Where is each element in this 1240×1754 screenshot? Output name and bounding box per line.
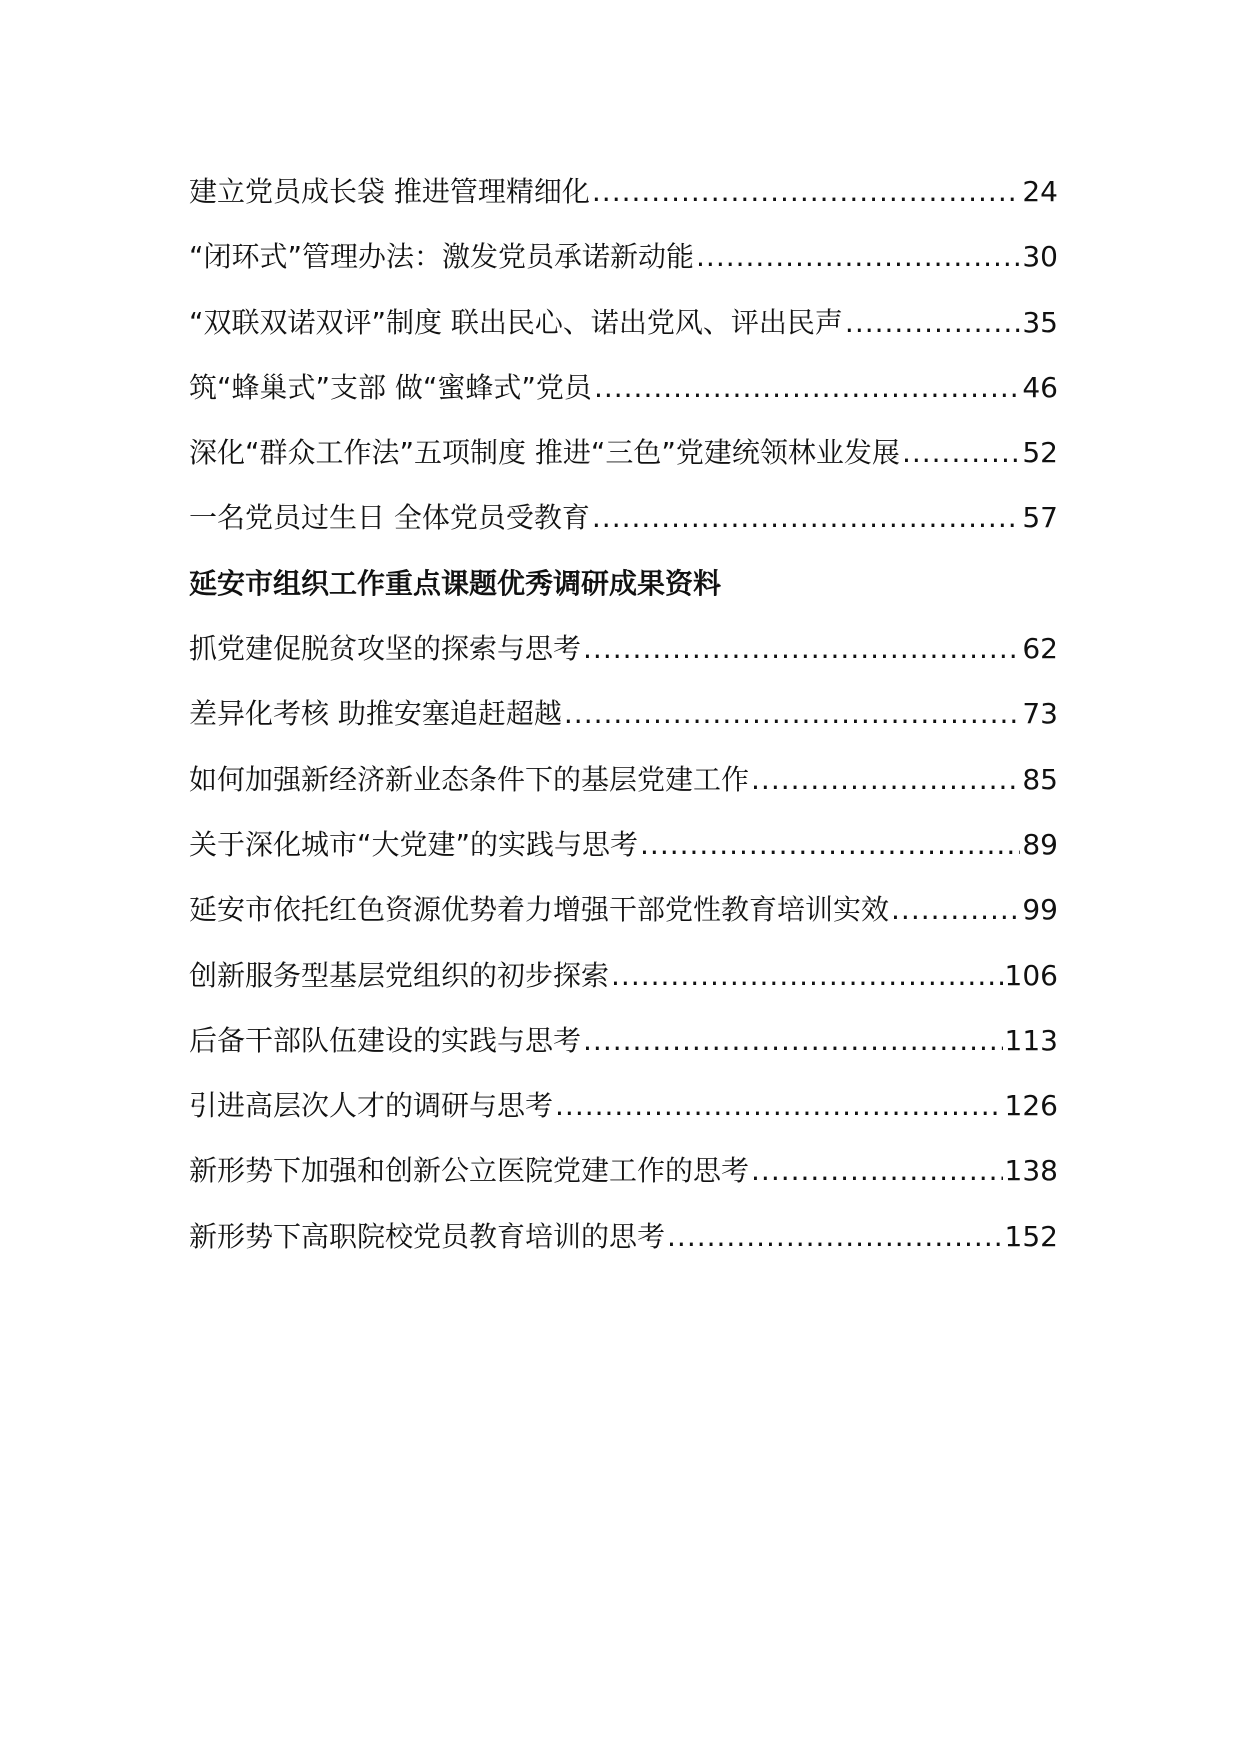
toc-page-number: 35 — [1022, 305, 1058, 339]
toc-entry[interactable] — [189, 758, 1058, 823]
toc-entry-title: 新形势下高职院校党员教育培训的思考 — [189, 1219, 666, 1253]
toc-entry[interactable] — [189, 1149, 1058, 1214]
toc-page-number: 57 — [1022, 501, 1058, 535]
toc-dot-leader — [696, 240, 1020, 273]
table-of-contents — [189, 170, 1058, 1280]
toc-entry-title: 创新服务型基层党组织的初步探索 — [189, 958, 610, 992]
toc-dot-leader — [845, 306, 1020, 339]
toc-dot-leader — [592, 175, 1020, 208]
toc-entry-title: 建立党员成长袋 推进管理精细化 — [189, 175, 590, 208]
toc-dot-leader — [592, 501, 1020, 534]
toc-page-number: 138 — [1004, 1154, 1058, 1188]
toc-dot-leader — [555, 1089, 1003, 1122]
toc-page-number: 152 — [1004, 1219, 1058, 1253]
toc-dot-leader — [640, 828, 1020, 861]
toc-entry-title: 引进高层次人才的调研与思考 — [189, 1089, 554, 1123]
toc-page-number: 89 — [1022, 827, 1058, 861]
toc-page-number: 126 — [1004, 1089, 1058, 1123]
toc-entry[interactable] — [189, 496, 1058, 561]
toc-entry-title: 如何加强新经济新业态条件下的基层党建工作 — [189, 762, 750, 796]
toc-entry[interactable] — [189, 1215, 1058, 1280]
toc-page-number: 99 — [1022, 893, 1058, 927]
toc-entry[interactable] — [189, 823, 1058, 888]
toc-entry[interactable] — [189, 692, 1058, 757]
toc-dot-leader — [611, 959, 1003, 992]
toc-dot-leader — [902, 436, 1020, 469]
toc-dot-leader — [564, 697, 1020, 730]
toc-entry-title: 差异化考核 助推安塞追赶超越 — [189, 697, 562, 731]
toc-page-number: 46 — [1022, 370, 1058, 404]
toc-entry-title: 一名党员过生日 全体党员受教育 — [189, 501, 590, 535]
toc-entry[interactable] — [189, 627, 1058, 692]
toc-dot-leader — [891, 893, 1020, 926]
toc-page-number: 62 — [1022, 632, 1058, 666]
toc-dot-leader — [583, 632, 1020, 665]
toc-entry[interactable] — [189, 954, 1058, 1019]
toc-section-heading: 延安市组织工作重点课题优秀调研成果资料 — [189, 566, 722, 600]
toc-page-number: 85 — [1022, 762, 1058, 796]
toc-entry[interactable] — [189, 301, 1058, 366]
toc-entry[interactable] — [189, 235, 1058, 300]
toc-entry-title: 关于深化城市“大党建”的实践与思考 — [189, 827, 639, 861]
toc-entry[interactable] — [189, 888, 1058, 953]
toc-entry-title: 深化“群众工作法”五项制度 推进“三色”党建统领林业发展 — [189, 436, 900, 470]
toc-entry-title: 新形势下加强和创新公立医院党建工作的思考 — [189, 1154, 750, 1188]
toc-page-number: 52 — [1022, 436, 1058, 470]
toc-dot-leader — [667, 1220, 1003, 1253]
toc-dot-leader — [583, 1024, 1003, 1057]
toc-page-number: 73 — [1022, 697, 1058, 731]
toc-entry[interactable] — [189, 366, 1058, 431]
toc-entry-title: 筑“蜂巢式”支部 做“蜜蜂式”党员 — [189, 370, 592, 404]
toc-page-number: 30 — [1022, 240, 1058, 274]
toc-dot-leader — [751, 1154, 1003, 1187]
toc-entry[interactable] — [189, 1084, 1058, 1149]
toc-page-number: 24 — [1022, 175, 1058, 208]
toc-entry-title: 延安市依托红色资源优势着力增强干部党性教育培训实效 — [189, 893, 890, 927]
toc-entry-title: 抓党建促脱贫攻坚的探索与思考 — [189, 632, 582, 666]
toc-entry[interactable] — [189, 1019, 1058, 1084]
toc-dot-leader — [751, 763, 1020, 796]
toc-entry[interactable] — [189, 170, 1058, 235]
toc-entry-title: “闭环式”管理办法：激发党员承诺新动能 — [189, 240, 695, 274]
toc-entry-title: “双联双诺双评”制度 联出民心、诺出党风、评出民声 — [189, 305, 843, 339]
toc-page-number: 106 — [1004, 958, 1058, 992]
toc-entry[interactable] — [189, 431, 1058, 496]
toc-dot-leader — [594, 371, 1020, 404]
toc-entry-title: 后备干部队伍建设的实践与思考 — [189, 1023, 582, 1057]
toc-page-number: 113 — [1004, 1023, 1058, 1057]
